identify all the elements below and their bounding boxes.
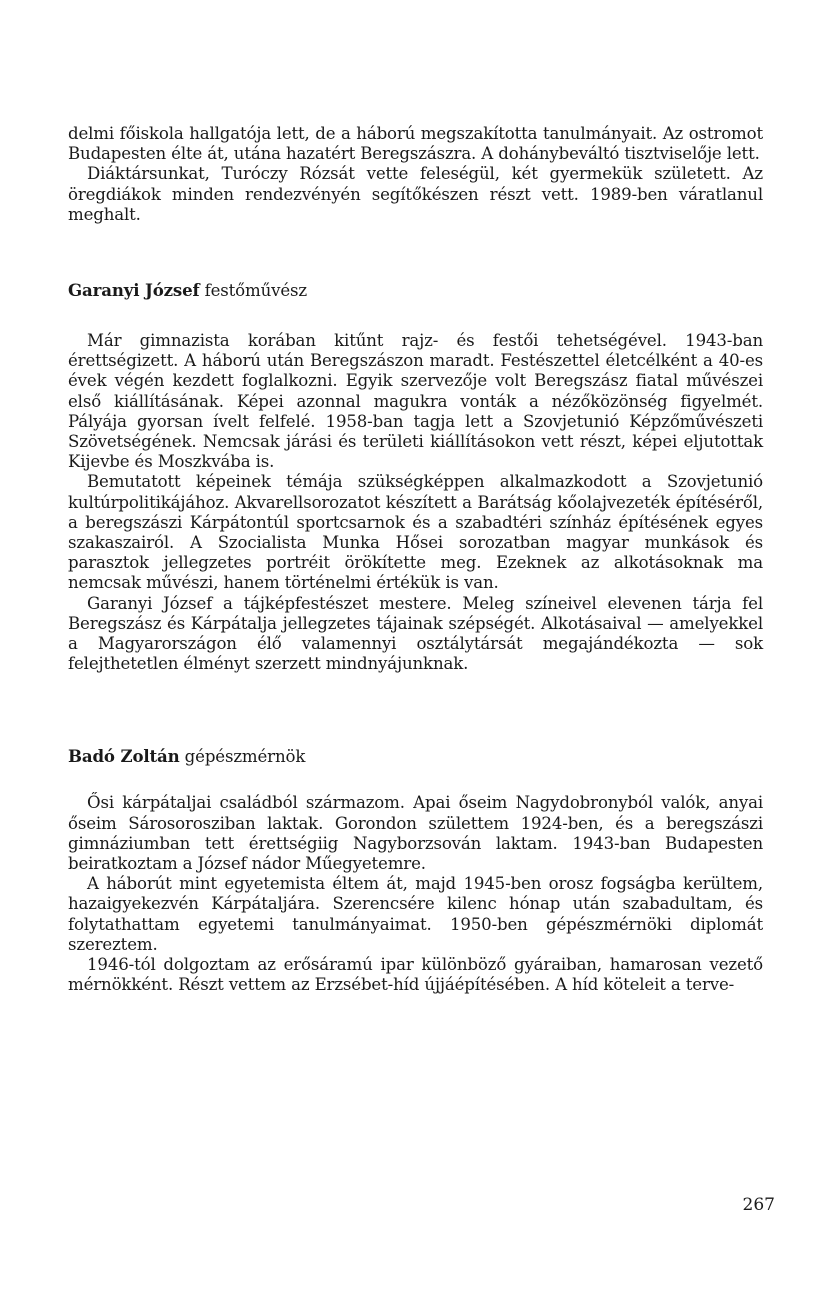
page-number: 267 [742, 1195, 775, 1215]
section-spacer [68, 225, 763, 280]
garanyi-paragraph-3: Garanyi József a tájképfestészet mestere. Meleg színeivel elevenen tárja fel Beregszász és Kárpátalja jellegzetes tájainak szépségét. Alkotásaival — amelyekkel a Magyarországon élő valamennyi osztálytársát megajándékozta — sok felejthetetlen élményt szerzett mindnyájunknak. [68, 593, 763, 674]
heading-spacer [68, 767, 763, 793]
bado-paragraph-1: Ősi kárpátaljai családból származom. Apai őseim Nagydobronyból valók, anyai őseim Sárosorosziban laktak. Gorondon születtem 1924-ben, és a beregszászi gimnáziumban tett érettségiig Nagyborzsován laktam. 1943-ban Budapesten beiratkoztam a József nádor Műegyetemre. [68, 793, 763, 874]
section-heading-bado [68, 746, 763, 767]
intro-paragraph-2: Diáktársunkat, Turóczy Rózsát vette feleségül, két gyermekük született. Az öregdiákok minden rendezvényén segítőkészen részt vett. 1989-ben váratlanul meghalt. [68, 164, 763, 224]
intro-paragraph-1: delmi főiskola hallgatója lett, de a háború megszakította tanulmányait. Az ostromot Budapesten élte át, utána hazatért Beregszászra. A dohánybeváltó tisztviselője lett. [68, 124, 763, 164]
person-profession: gépészmérnök [184, 747, 306, 767]
bado-paragraph-2: A háborút mint egyetemista éltem át, majd 1945-ben orosz fogságba kerültem, hazaigyekezvén Kárpátaljára. Szerencsére kilenc hónap után szabadultam, és folytathattam egyetemi tanulmányaimat. 1950-ben gépészmérnöki diplomát szereztem. [68, 874, 763, 954]
bado-paragraph-3: 1946-tól dolgoztam az erősáramú ipar különböző gyáraiban, hamarosan vezető mérnökként. Részt vettem az Erzsébet-híd újjáépítésében. A híd köteleit a terve- [68, 955, 763, 995]
garanyi-paragraph-1: Már gimnazista korában kitűnt rajz- és festői tehetségével. 1943-ban érettségizett. A háború után Beregszászon maradt. Festészettel életcélként a 40-es évek végén kezdett foglalkozni. Egyik szervezője volt Beregszász fiatal művészei első kiállításának. Képei azonnal magukra vonták a nézőközönség figyelmét. Pályája gyorsan ívelt felfelé. 1958-ban tagja lett a Szovjetunió Képzőművészeti Szövetségének. Nemcsak járási és területi kiállításokon vett részt, képei eljutottak Kijevbe és Moszkvába is. [68, 331, 763, 472]
section-heading-garanyi [68, 280, 763, 301]
heading-spacer [68, 301, 763, 331]
person-profession: festőművész [204, 281, 307, 301]
person-name: Badó Zoltán [68, 746, 180, 767]
person-name: Garanyi József [68, 280, 200, 301]
garanyi-paragraph-2: Bemutatott képeinek témája szükségképpen alkalmazkodott a Szovjetunió kultúrpolitikájához. Akvarellsorozatot készített a Barátság kőolajvezeték építéséről, a beregszászi Kárpátontúl sportcsarnok és a szabadtéri színház építésének egyes szakaszairól. A Szocialista Munka Hősei sorozatban magyar munkások és parasztok jellegzetes portréit örökítette meg. Ezeknek az alkotásoknak ma nemcsak művészi, hanem történelmi értékük is van. [68, 472, 763, 593]
book-page [68, 124, 763, 996]
section-spacer [68, 674, 763, 746]
